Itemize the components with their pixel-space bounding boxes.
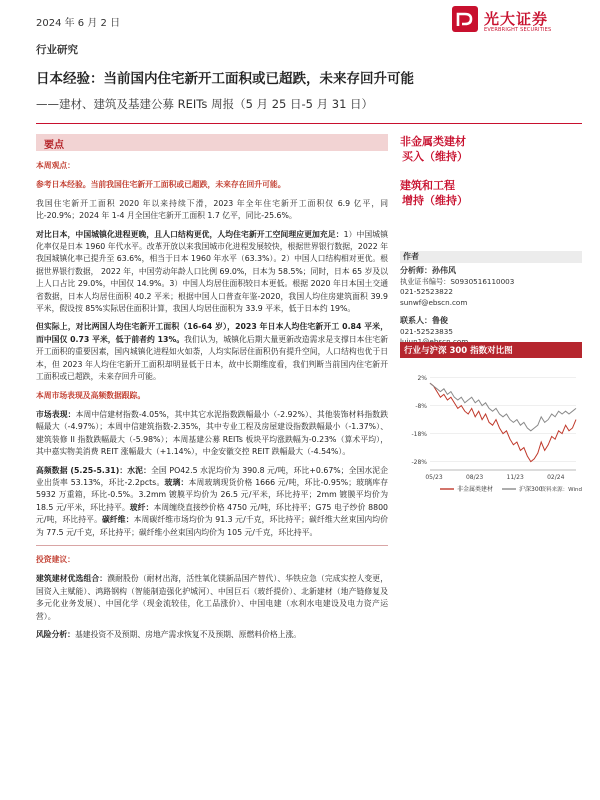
contact-phone: 021-52523835 bbox=[400, 326, 453, 336]
chart-title-bar bbox=[400, 342, 582, 358]
logo-text-cn: 光大证券 bbox=[484, 10, 549, 28]
paragraph-7 bbox=[36, 629, 388, 641]
logo-text-en: EVERBRIGHT SECURITIES bbox=[484, 27, 552, 33]
legend-label: 沪深300 bbox=[519, 486, 543, 494]
rating-2: 增持（维持） bbox=[402, 194, 468, 207]
paragraph-5-bold: 高频数据 (5.25-5.31)：水泥： bbox=[36, 465, 151, 475]
chart-title: 行业与沪深 300 指数对比图 bbox=[404, 346, 513, 356]
y-tick-label: -8% bbox=[415, 403, 427, 411]
analyst-block bbox=[400, 266, 514, 308]
paragraph-6-text: 濮耐股份（耐材出海，活性氧化镁新品国产替代）、华铁应急（完成实控人变更，国资入主赋能）、鸿路钢构（智能制造强化护城河）、中国巨石（玻纤提价）、北新建材（地产链修复及多元化业务发展）、中国化学（现金流较佳，化工品涨价）、中国电建（水利水电建设及电力资产运营）。 bbox=[36, 574, 388, 621]
paragraph-5 bbox=[36, 465, 388, 539]
contact-name: 联系人：鲁俊 bbox=[400, 316, 448, 325]
paragraph-6-bold: 建筑建材优选组合： bbox=[36, 574, 108, 584]
report-title: 日本经验：当前国内住宅新开工面积或已超跌，未来存回升可能 bbox=[36, 71, 414, 87]
view-lead: 参考日本经验。当前我国住宅新开工面积或已超跌，未来存在回升可能。 bbox=[36, 180, 286, 190]
paragraph-7-bold: 风险分析： bbox=[36, 630, 75, 639]
industry-2: 建筑和工程 bbox=[400, 179, 455, 192]
y-tick-label: -18% bbox=[411, 431, 427, 439]
y-tick-label: 2% bbox=[417, 375, 427, 383]
paragraph-3-text: 我们认为，城镇化后期大量更新改造需求是支撑日本住宅新开工面积的重要因素，国内城镇化进程如火如荼，人均实际居住面积仍有提升空间，人口结构也优于日本，但 2023 年人均住宅新开工面积却明显低于日本，故中长期维度看，我们判断当前国内住宅新开工面积或已超跌，未来存回升可能。 bbox=[36, 334, 389, 382]
paragraph-1: 我国住宅新开工面积 2020 年以来持续下滑，2023 年全年住宅新开工面积仅 6.9 亿平，同比-20.9%；2024 年 1-4 月全国住宅新开工面积 1.7 亿平，同比-25.6%。 bbox=[36, 198, 388, 221]
legend-label: 非金属类建材 bbox=[457, 486, 494, 494]
market-heading: 本周市场表现及高频数据跟踪。 bbox=[36, 390, 146, 400]
rating-1: 买入（维持） bbox=[402, 150, 468, 163]
rating-panel bbox=[400, 134, 582, 208]
chart-source-label: 资料来源：Wind bbox=[540, 487, 582, 494]
report-subtitle: ——建材、建筑及基建公募 REITs 周报（5 月 25 日-5 月 31 日） bbox=[36, 97, 374, 111]
analyst-phone: 021-52523822 bbox=[400, 287, 453, 296]
title-divider bbox=[36, 123, 582, 124]
paragraph-2 bbox=[36, 229, 388, 316]
key-points-bar bbox=[36, 134, 388, 151]
paragraph-5-carbon-text: 本周碳纤维市场均价为 91.3 元/千克，环比持平；碳纤维大丝束国内均价为 77.5 元/千克，环比持平；碳纤维小丝束国内均价为 105 元/千克，环比持平。 bbox=[36, 515, 388, 537]
main-body bbox=[36, 160, 388, 647]
view-heading: 本周观点： bbox=[36, 161, 75, 170]
series-line-csi300 bbox=[430, 383, 576, 431]
industry-1: 非金属类建材 bbox=[400, 135, 466, 148]
report-category: 行业研究 bbox=[36, 44, 78, 56]
paragraph-4-bold: 市场表现： bbox=[36, 409, 76, 419]
analyst-cert: 执业证书编号：S0930516110003 bbox=[400, 276, 515, 286]
paragraph-6 bbox=[36, 573, 388, 623]
invest-heading: 投资建议： bbox=[36, 554, 75, 564]
paragraph-3-bold: 但实际上，对比两国人均住宅新开工面积（16-64 岁），2023 年日本人均住宅新开工 0.84 平米，而中国仅 0.73 平米，低于前者约 13%。 bbox=[36, 322, 388, 344]
x-tick-label: 11/23 bbox=[506, 474, 524, 481]
key-points-label: 要点 bbox=[44, 140, 64, 151]
paragraph-5-glass-text: 本周玻璃现货价格 1666 元/吨，环比-0.95%；玻璃库存 5932 万重箱，环比-0.5%。3.2mm 镀膜平均价为 26.5 元/平米，环比持平；2mm 镀膜平均价为 18.5 元/平米，环比持平。 bbox=[36, 477, 389, 512]
series-line-building-materials bbox=[430, 383, 576, 461]
paragraph-4 bbox=[36, 409, 388, 459]
y-tick-label: -28% bbox=[411, 459, 427, 467]
authors-bar bbox=[400, 251, 582, 263]
paragraph-2-bold: 对比日本，中国城镇化进程更晚，且人口结构更优，人均住宅新开工空间理应更加充足： bbox=[36, 229, 344, 239]
paragraph-7-text: 基建投资不及预期、房地产需求恢复不及预期、原燃料价格上涨。 bbox=[74, 630, 302, 639]
paragraph-5-carbon: 碳纤维： bbox=[101, 515, 134, 525]
paragraph-5-fiber: 玻纤： bbox=[129, 502, 154, 512]
paragraph-2-text: 1）中国城镇化率仅是日本 1960 年代水平。改革开放以来我国城市化进程发展较快，根据世界银行数据，2022 年我国城镇化率已提升至 63.6%，相当于日本 1960 年水平（63.3%）。2）中国人口结构相对更优。根据世界银行数据， 2022 年，中国劳动年龄人口比例 69.0%，日本为 58.5%；同时，日本 65 岁及以上人口占比 29.0%，中国仅 14.9%。3）中国人均居住面积较日本更低。根据 2020 年日本国土交通省数据，日本人均居住面积 40.2 平米；根据中国人口普查年鉴-2020，我国人均住房建筑面积 39.9 平米，假设按 85%实际居住面积计算，我国人均居住面积为 33.9 平米，低于日本约 19%。 bbox=[36, 229, 388, 314]
analyst-name: 分析师：孙伟风 bbox=[400, 266, 456, 275]
paragraph-5-glass: 玻璃： bbox=[164, 477, 189, 487]
index-comparison-chart bbox=[400, 362, 582, 502]
paragraph-5-fiber-text: 本周缠绕直接纱价格 4750 元/吨，环比持平；G75 电子纱价 8800 元/吨，环比持平。 bbox=[36, 502, 388, 525]
report-date: 2024 年 6 月 2 日 bbox=[36, 18, 121, 29]
analyst-email[interactable]: sunwf@ebscn.com bbox=[400, 297, 468, 307]
paragraph-3 bbox=[36, 321, 388, 383]
x-tick-label: 02/24 bbox=[547, 474, 565, 481]
x-tick-label: 05/23 bbox=[425, 474, 443, 481]
paragraph-4-text: 本周中信建材指数-4.05%，其中其它水泥指数跌幅最小（-2.92%）、其他装饰材料指数跌幅最大（-4.97%）；本周中信建筑指数-2.35%，其中专业工程及房屋建设指数跌幅最小（-1.37%）、建筑装修 II 指数跌幅最大（-5.98%）；本周基建公募 REITs 板块平均涨跌幅为-0.23%（算术平均），其中嘉实物美消费 REIT 涨幅最大（+1.14%），中金安徽交控 REIT 跌幅最大（-4.54%）。 bbox=[36, 409, 389, 457]
paragraph-5-text: 全国 PO42.5 水泥均价为 390.8 元/吨，环比+0.67%；全国水泥企业出货率 53.13%，环比-2.2pcts。 bbox=[36, 465, 388, 487]
authors-label: 作者 bbox=[403, 252, 419, 261]
brand-logo bbox=[452, 6, 582, 36]
section-divider bbox=[36, 545, 388, 546]
x-tick-label: 08/23 bbox=[465, 474, 484, 481]
everbright-logo-icon bbox=[452, 6, 478, 32]
